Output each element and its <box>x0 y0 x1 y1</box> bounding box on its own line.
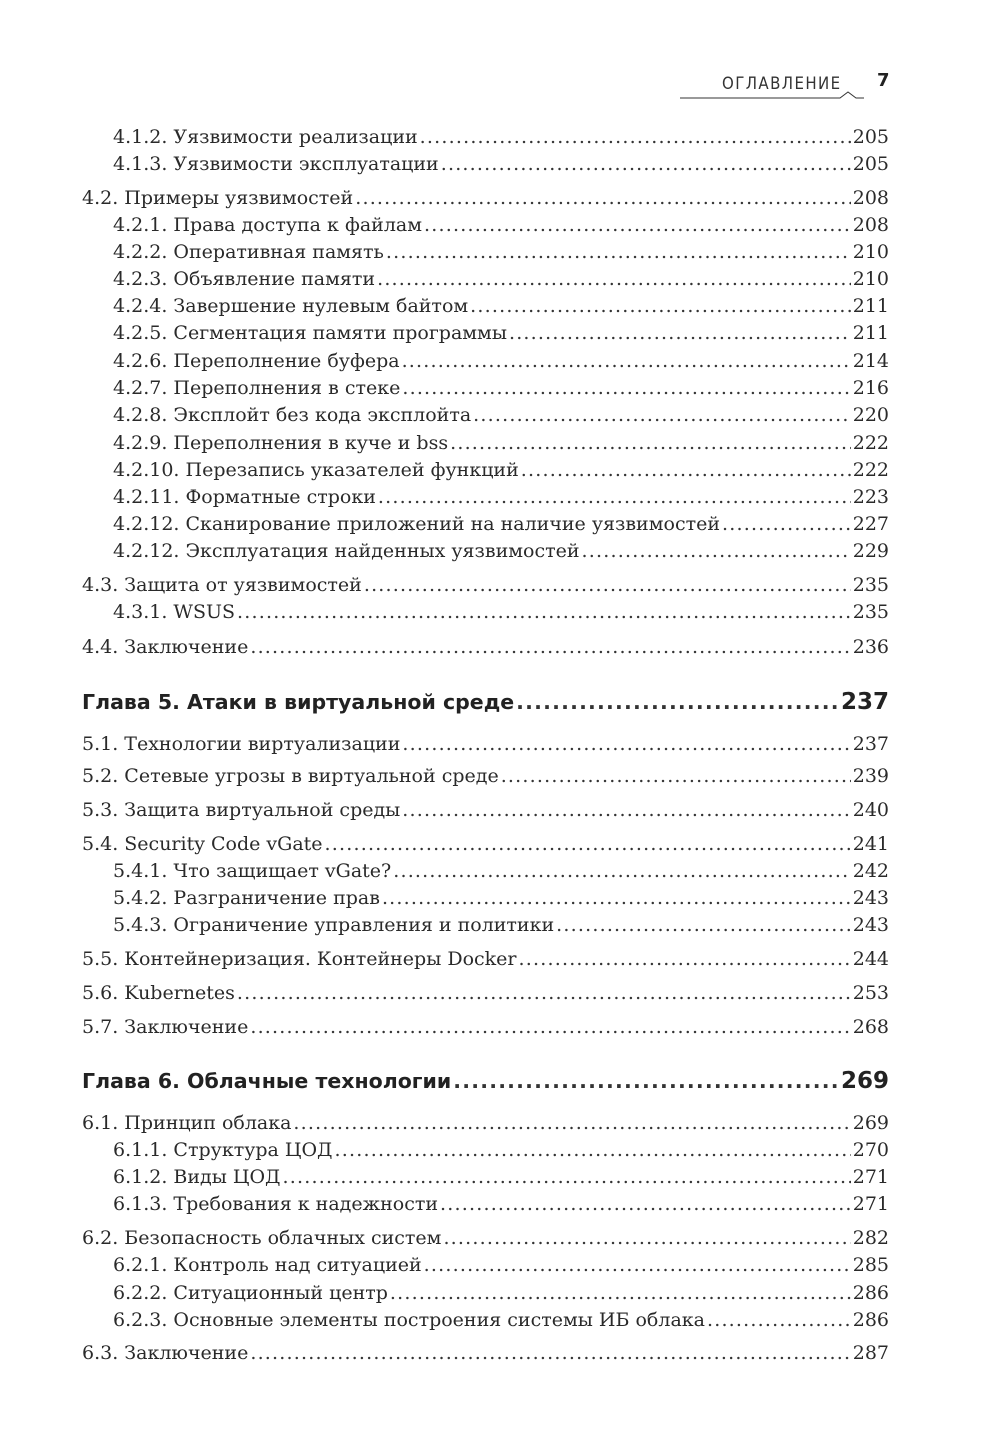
toc-entry-page: 268 <box>852 1016 889 1038</box>
toc-entry[interactable] <box>113 293 889 319</box>
toc-entry[interactable] <box>113 457 889 483</box>
toc-leader <box>293 1110 850 1136</box>
toc-entry[interactable] <box>82 572 889 598</box>
toc-leader <box>443 1225 850 1251</box>
toc-entry[interactable] <box>82 1110 889 1136</box>
toc-entry-page: 220 <box>852 404 889 426</box>
toc-entry-title: 4.1.3. Уязвимости эксплуатации <box>113 153 439 175</box>
toc-entry-title: 4.3.1. WSUS <box>113 601 235 623</box>
toc-leader <box>355 185 851 211</box>
toc-leader <box>441 151 851 177</box>
toc-entry-page: 244 <box>852 948 889 970</box>
toc-leader <box>283 1164 851 1190</box>
toc-entry-title: 4.2.3. Объявление памяти <box>113 268 376 290</box>
toc-entry-title: 4.2.11. Форматные строки <box>113 486 376 508</box>
toc-entry[interactable] <box>113 1280 889 1306</box>
toc-entry-page: 210 <box>852 241 889 263</box>
toc-entry-title: 4.2.2. Оперативная память <box>113 241 384 263</box>
toc-entry-title: 6.1.3. Требования к надежности <box>113 1193 439 1215</box>
toc-entry[interactable] <box>82 634 889 660</box>
toc-entry-page: 208 <box>852 187 889 209</box>
toc-entry-title: 5.7. Заключение <box>82 1016 249 1038</box>
toc-entry[interactable] <box>82 797 889 823</box>
toc-entry[interactable] <box>82 1340 889 1366</box>
toc-entry[interactable] <box>82 731 889 757</box>
toc-entry-title: 4.1.2. Уязвимости реализации <box>113 126 418 148</box>
toc-entry-title: 4.2.4. Завершение нулевым байтом <box>113 295 469 317</box>
toc-entry-title: 4.2.1. Права доступа к файлам <box>113 214 423 236</box>
toc-entry-title: 4.2.6. Переполнение буфера <box>113 350 400 372</box>
toc-entry[interactable] <box>113 599 889 625</box>
toc-entry-title: 5.3. Защита виртуальной среды <box>82 799 401 821</box>
toc-leader <box>582 538 851 564</box>
toc-leader <box>402 731 850 757</box>
toc-entry-page: 286 <box>852 1282 889 1304</box>
toc-leader <box>237 599 851 625</box>
toc-entry-title: 5.4.3. Ограничение управления и политики <box>113 914 555 936</box>
toc-entry-title: 4.2.10. Перезапись указателей функций <box>113 459 519 481</box>
toc-entry-page: 243 <box>852 887 889 909</box>
toc-leader <box>450 430 851 456</box>
toc-entry[interactable] <box>113 212 889 238</box>
toc-entry[interactable] <box>113 430 889 456</box>
toc-entry-page: 242 <box>852 860 889 882</box>
toc-leader <box>402 348 851 374</box>
toc-leader <box>424 1252 851 1278</box>
toc-entry-page: 205 <box>852 153 889 175</box>
toc-entry-title: 5.4.1. Что защищает vGate? <box>113 860 392 882</box>
toc-entry[interactable] <box>113 912 889 938</box>
toc-entry-page: 222 <box>852 432 889 454</box>
toc-entry-title: 5.2. Сетевые угрозы в виртуальной среде <box>82 765 499 787</box>
toc-chapter-page: 237 <box>840 689 889 715</box>
toc-entry-page: 211 <box>852 322 889 344</box>
toc-leader <box>364 572 851 598</box>
toc-entry-page: 239 <box>852 765 889 787</box>
toc-entry[interactable] <box>113 538 889 564</box>
toc-leader <box>470 293 851 319</box>
toc-leader <box>424 212 851 238</box>
toc-entry-title: 6.2. Безопасность облачных систем <box>82 1227 442 1249</box>
toc-leader <box>473 402 851 428</box>
toc-entry[interactable] <box>113 320 889 346</box>
toc-entry-page: 282 <box>852 1227 889 1249</box>
toc-entry-page: 210 <box>852 268 889 290</box>
toc-entry[interactable] <box>113 885 889 911</box>
toc-entry-page: 205 <box>852 126 889 148</box>
toc-leader <box>501 763 851 789</box>
toc-entry-title: 6.2.1. Контроль над ситуацией <box>113 1254 422 1276</box>
toc-entry[interactable] <box>113 858 889 884</box>
toc-entry-title: 6.1.2. Виды ЦОД <box>113 1166 281 1188</box>
toc-chapter[interactable] <box>82 687 889 717</box>
toc-entry[interactable] <box>113 124 889 150</box>
toc-entry-page: 223 <box>852 486 889 508</box>
toc-entry-title: 5.1. Технологии виртуализации <box>82 733 401 755</box>
toc-leader <box>237 980 851 1006</box>
toc-entry-title: 6.3. Заключение <box>82 1342 249 1364</box>
toc-entry-page: 269 <box>852 1112 889 1134</box>
toc-leader <box>382 885 851 911</box>
toc-entry[interactable] <box>82 1014 889 1040</box>
toc-entry-title: 6.2.3. Основные элементы построения системы ИБ облака <box>113 1309 705 1331</box>
toc-entry-title: 5.6. Kubernetes <box>82 982 235 1004</box>
toc-entry[interactable] <box>113 484 889 510</box>
toc-entry[interactable] <box>113 1137 889 1163</box>
toc-entry[interactable] <box>113 1307 889 1333</box>
toc-entry-page: 271 <box>852 1166 889 1188</box>
toc-entry[interactable] <box>113 1164 889 1190</box>
toc-entry[interactable] <box>113 266 889 292</box>
toc-leader <box>250 634 850 660</box>
toc-entry-page: 236 <box>852 636 889 658</box>
toc-leader <box>453 1066 839 1096</box>
toc-entry-page: 286 <box>852 1309 889 1331</box>
toc-entry-title: 6.1. Принцип облака <box>82 1112 292 1134</box>
toc-leader <box>440 1191 851 1217</box>
toc-leader <box>250 1340 850 1366</box>
toc-entry-title: 5.4. Security Code vGate <box>82 833 323 855</box>
toc-entry[interactable] <box>113 402 889 428</box>
toc-entry-page: 211 <box>852 295 889 317</box>
toc-entry[interactable] <box>113 151 889 177</box>
toc-entry-page: 208 <box>852 214 889 236</box>
toc-entry-title: 4.4. Заключение <box>82 636 249 658</box>
toc-entry[interactable] <box>113 511 889 537</box>
toc-entry-page: 237 <box>852 733 889 755</box>
toc-leader <box>335 1137 851 1163</box>
toc-entry-title: 4.2.7. Переполнения в стеке <box>113 377 401 399</box>
toc-entry-page: 271 <box>852 1193 889 1215</box>
toc-leader <box>521 457 851 483</box>
toc-entry-page: 216 <box>852 377 889 399</box>
toc-entry-page: 222 <box>852 459 889 481</box>
toc-entry-title: 4.2.12. Сканирование приложений на наличие уязвимостей <box>113 513 720 535</box>
toc-entry-page: 235 <box>852 574 889 596</box>
toc-leader <box>707 1307 851 1333</box>
toc-entry[interactable] <box>82 980 889 1006</box>
toc-leader <box>325 831 851 857</box>
toc-entry[interactable] <box>82 763 889 789</box>
toc-leader <box>420 124 851 150</box>
toc-entry[interactable] <box>82 946 889 972</box>
toc-entry-page: 229 <box>852 540 889 562</box>
toc-leader <box>250 1014 850 1040</box>
toc-entry-page: 253 <box>852 982 889 1004</box>
toc-leader <box>402 797 850 823</box>
toc-entry[interactable] <box>82 1225 889 1251</box>
toc-entry-title: 4.2. Примеры уязвимостей <box>82 187 354 209</box>
toc-entry-title: 4.2.9. Переполнения в куче и bss <box>113 432 449 454</box>
toc-entry-title: 4.2.8. Эксплойт без кода эксплойта <box>113 404 472 426</box>
toc-leader <box>378 484 851 510</box>
toc-entry-page: 285 <box>852 1254 889 1276</box>
toc-leader <box>519 946 851 972</box>
toc-leader <box>402 375 850 401</box>
toc-entry-title: 4.2.12. Эксплуатация найденных уязвимостей <box>113 540 580 562</box>
toc-leader <box>377 266 851 292</box>
toc-chapter[interactable] <box>82 1066 889 1096</box>
toc-entry-page: 235 <box>852 601 889 623</box>
toc-entry-title: 4.3. Защита от уязвимостей <box>82 574 362 596</box>
toc-entry[interactable] <box>113 1191 889 1217</box>
toc-leader <box>516 687 839 717</box>
toc-entry[interactable] <box>113 239 889 265</box>
toc-leader <box>386 239 851 265</box>
toc-entry[interactable] <box>113 348 889 374</box>
toc-entry-title: 5.4.2. Разграничение прав <box>113 887 380 909</box>
page-number: 7 <box>877 70 890 91</box>
toc-entry-title: 6.2.2. Ситуационный центр <box>113 1282 388 1304</box>
toc-entry[interactable] <box>82 185 889 211</box>
toc-leader <box>722 511 851 537</box>
toc-chapter-page: 269 <box>840 1068 889 1094</box>
toc-entry-title: 6.1.1. Структура ЦОД <box>113 1139 333 1161</box>
toc-leader <box>390 1280 851 1306</box>
toc-entry-page: 240 <box>852 799 889 821</box>
running-title: ОГЛАВЛЕНИЕ <box>722 73 842 94</box>
toc-leader <box>393 858 851 884</box>
toc-entry-title: 4.2.5. Сегментация памяти программы <box>113 322 507 344</box>
toc-entry-page: 227 <box>852 513 889 535</box>
toc-chapter-title: Глава 5. Атаки в виртуальной среде <box>82 690 515 714</box>
toc-chapter-title: Глава 6. Облачные технологии <box>82 1069 452 1093</box>
toc-entry-page: 270 <box>852 1139 889 1161</box>
toc-entry-page: 241 <box>852 833 889 855</box>
toc-entry-page: 287 <box>852 1342 889 1364</box>
toc-entry[interactable] <box>113 1252 889 1278</box>
toc-entry-title: 5.5. Контейнеризация. Контейнеры Docker <box>82 948 517 970</box>
toc-entry-page: 243 <box>852 914 889 936</box>
toc-leader <box>556 912 851 938</box>
toc-leader <box>509 320 851 346</box>
toc-entry[interactable] <box>113 375 889 401</box>
toc-entry[interactable] <box>82 831 889 857</box>
toc-entry-page: 214 <box>852 350 889 372</box>
